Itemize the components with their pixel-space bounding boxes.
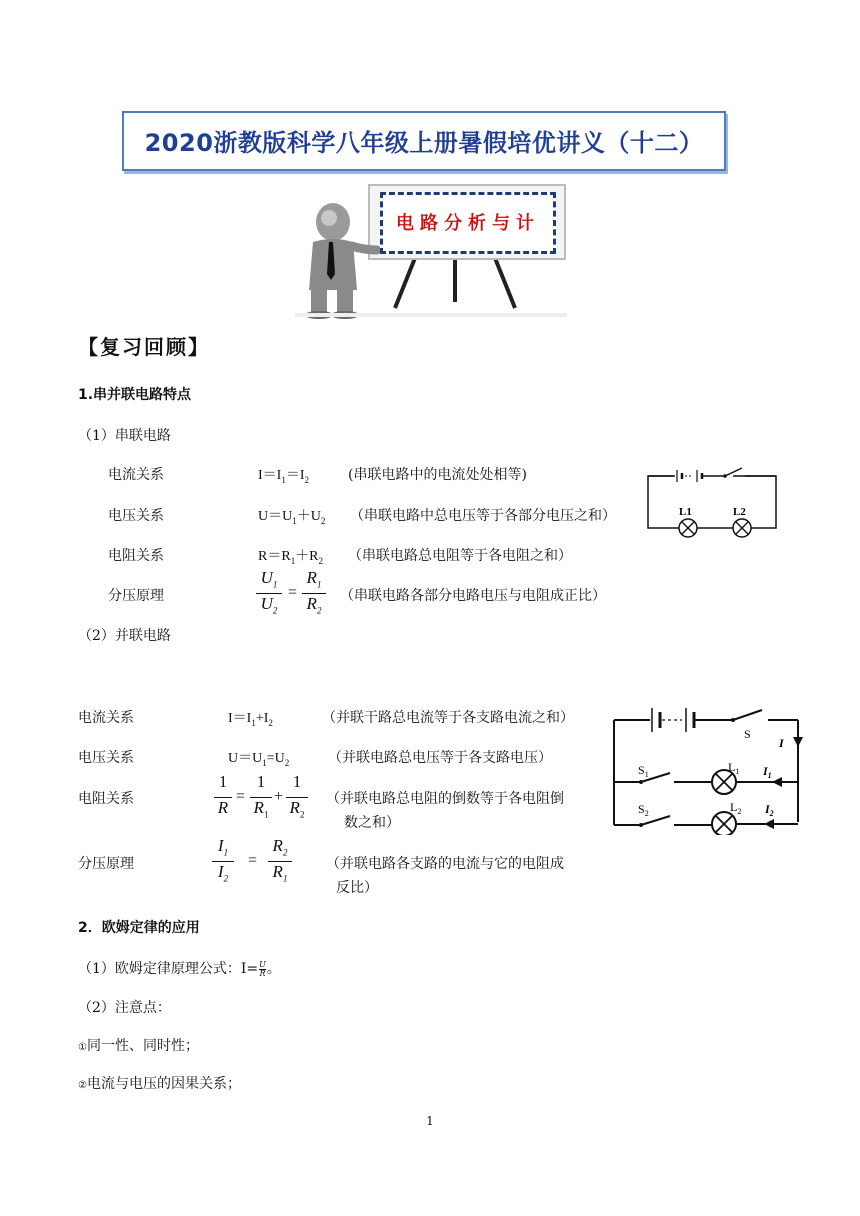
parallel-plus: + [274,788,284,805]
parallel-divider-note-2: 反比） [336,880,378,896]
parallel-equals-1: = [236,788,246,805]
parallel-current-formula: $I=I_1+I_2$ [228,711,273,728]
series-circuit-diagram [645,460,780,545]
series-voltage-label: 电压关系 [108,508,164,524]
parallel-fraction-1r: 1 R [214,772,232,822]
parallel-equals-2: = [248,852,258,869]
parallel-title: （2）并联电路 [78,628,171,644]
parallel-switch-main-label: S [744,727,751,741]
parallel-current-label: 电流关系 [78,710,134,726]
parallel-circuit-diagram [610,700,810,835]
parallel-current-main-label: I [779,736,784,750]
board-text: 电路分析与计 [396,213,540,234]
review-heading: 【复习回顾】 [78,335,210,359]
series-divider-label: 分压原理 [108,588,164,604]
parallel-resistance-note-2: 数之和） [344,815,400,831]
parallel-lamp1-label: $L_1$ [728,760,740,776]
title-banner [122,111,726,171]
board-sign [380,192,556,254]
parallel-divider-note-1: （并联电路各支路的电流与它的电阻成 [326,856,564,872]
series-voltage-note: （串联电路中总电压等于各部分电压之和） [350,508,616,524]
parallel-current-note: （并联干路总电流等于各支路电流之和） [322,710,574,726]
ohm-mini-fraction: $\frac{U}{R}$ [259,959,266,978]
parallel-voltage-label: 电压关系 [78,750,134,766]
section1-heading: 1.串并联电路特点 [78,387,192,403]
section2-heading: 2．欧姆定律的应用 [78,920,200,936]
note-point-1: ①同一性、同时性； [78,1038,199,1054]
series-divider-note: （串联电路各部分电路电压与电阻成正比） [340,588,606,604]
parallel-current1-label: $I_1$ [763,764,772,780]
parallel-resistance-label: 电阻关系 [78,791,134,807]
ohm-formula-line: （1）欧姆定律原理公式：I= $\frac{U}{R}$ 。 [78,959,281,978]
parallel-lamp2-label: $L_2$ [730,800,742,816]
series-current-label: 电流关系 [108,467,164,483]
series-voltage-formula: $U=U_1+U_2$ [258,509,326,526]
series-lamp2-label: L2 [733,506,746,518]
parallel-fraction-1r2: 1 $R_2$ [286,772,308,822]
series-current-formula: $I=I_1=I_2$ [258,468,309,485]
series-equals: = [288,584,298,601]
parallel-resistance-note-1: （并联电路总电阻的倒数等于各电阻倒 [326,791,564,807]
series-lamp1-label: L1 [679,506,692,518]
series-title: （1）串联电路 [78,428,171,444]
parallel-voltage-note: （并联电路总电压等于各支路电压） [328,750,552,766]
parallel-switch1-label: $S_1$ [638,763,649,779]
series-resistance-formula: $R=R_1+R_2$ [258,549,324,566]
ohm-formula-text: （1）欧姆定律原理公式：I= [78,961,259,977]
parallel-divider-label: 分压原理 [78,856,134,872]
parallel-current2-label: $I_2$ [765,802,774,818]
parallel-fraction-r: $R_2$ $R_1$ [268,836,292,886]
note-point-2: ②电流与电压的因果关系； [78,1076,241,1092]
series-resistance-note: （串联电路总电阻等于各电阻之和） [348,548,572,564]
series-fraction-r: $R_1$ $R_2$ [302,568,326,618]
series-resistance-label: 电阻关系 [108,548,164,564]
notes-title: （2）注意点： [78,1000,171,1016]
parallel-switch2-label: $S_2$ [638,802,649,818]
series-current-note: (串联电路中的电流处处相等) [348,467,527,483]
series-fraction-u: $U_1$ $U_2$ [256,568,282,618]
page-number: 1 [426,1114,434,1128]
document-title: 2020浙教版科学八年级上册暑假培优讲义（十二） [144,129,704,157]
parallel-fraction-1r1: 1 $R_1$ [250,772,272,822]
parallel-fraction-i: $I_1$ $I_2$ [212,836,234,886]
parallel-voltage-formula: $U=U_1=U_2$ [228,751,290,768]
